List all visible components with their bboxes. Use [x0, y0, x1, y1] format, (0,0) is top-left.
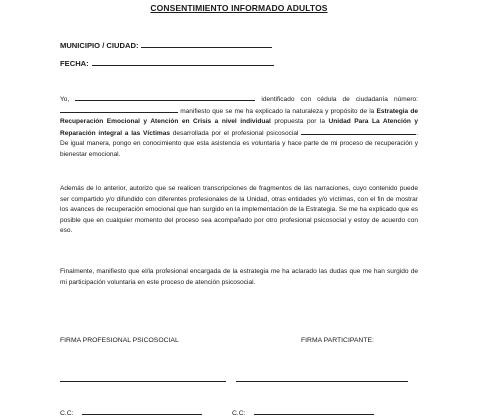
professional-cc-label: C.C:	[60, 410, 74, 417]
participant-signature-label: FIRMA PARTICIPANTE:	[301, 337, 374, 344]
p1-text-yo: Yo,	[60, 96, 70, 103]
professional-signature-line[interactable]	[60, 381, 226, 382]
municipio-input-line[interactable]	[141, 40, 272, 48]
participant-cc-label: C.C:	[232, 410, 246, 417]
professional-cc-field	[60, 408, 202, 417]
fecha-field	[60, 58, 274, 68]
participant-cc-field	[232, 408, 374, 417]
participant-cc-line[interactable]	[254, 408, 374, 415]
professional-signature-label: FIRMA PROFESIONAL PSICOSOCIAL	[60, 337, 179, 344]
cedula-blank-line[interactable]	[60, 106, 178, 113]
p1-text-desarrollada: desarrollada por el profesional psicosocial	[172, 129, 299, 137]
p1-unidad-name: Unidad Para La Atención y Reparación integral a las Víctimas	[60, 118, 418, 137]
professional-blank-line[interactable]	[301, 128, 416, 135]
p1-text-propuesta: propuesta por la	[274, 118, 326, 125]
p1-text-voluntaria: . De igual manera, pongo en conocimiento que esta asistencia es voluntaria y hace parte de mi proceso de recuperación y bienestar emocional.	[60, 129, 419, 158]
participant-signature-line[interactable]	[236, 381, 408, 382]
document-title: CONSENTIMIENTO INFORMADO ADULTOS	[150, 3, 328, 13]
p1-strategy-name: Estrategia de Recuperación Emocional y Atención en Crisis a nivel individual	[60, 107, 418, 125]
paragraph-final: Finalmente, manifiesto que el/la profesional encargada de la estrategia me ha aclarado las dudas que me han surgido de mi participación voluntaria en este proceso de atención psicosocial.	[60, 268, 418, 286]
p1-text-cedula: identificado con cédula de ciudadanía número:	[261, 96, 418, 103]
municipio-label: MUNICIPIO / CIUDAD:	[60, 41, 139, 50]
professional-cc-line[interactable]	[82, 408, 202, 415]
fecha-input-line[interactable]	[92, 58, 274, 66]
fecha-label: FECHA:	[60, 59, 89, 68]
p1-text-manifiesto: manifiesto que se me ha explicado la naturaleza y propósito de la	[180, 107, 375, 115]
name-blank-line[interactable]	[75, 94, 255, 101]
paragraph-authorization: Además de lo anterior, autorizo que se realicen transcripciones de fragmentos de las narraciones, cuyo contenido puede ser compartido y/o difundido con diferentes profesionales de la Unidad, otras entidades y/o víctimas, con el fin de mostrar los avances de recuperación emocional que han surgido en la implementación de la Estrategia. Se me ha explicado que es posible que en cualquier momento del proceso sea acompañado por otro profesional psicosocial y estoy de acuerdo con eso.	[60, 185, 418, 234]
paragraph-consent	[60, 94, 418, 160]
municipio-field	[60, 40, 272, 50]
